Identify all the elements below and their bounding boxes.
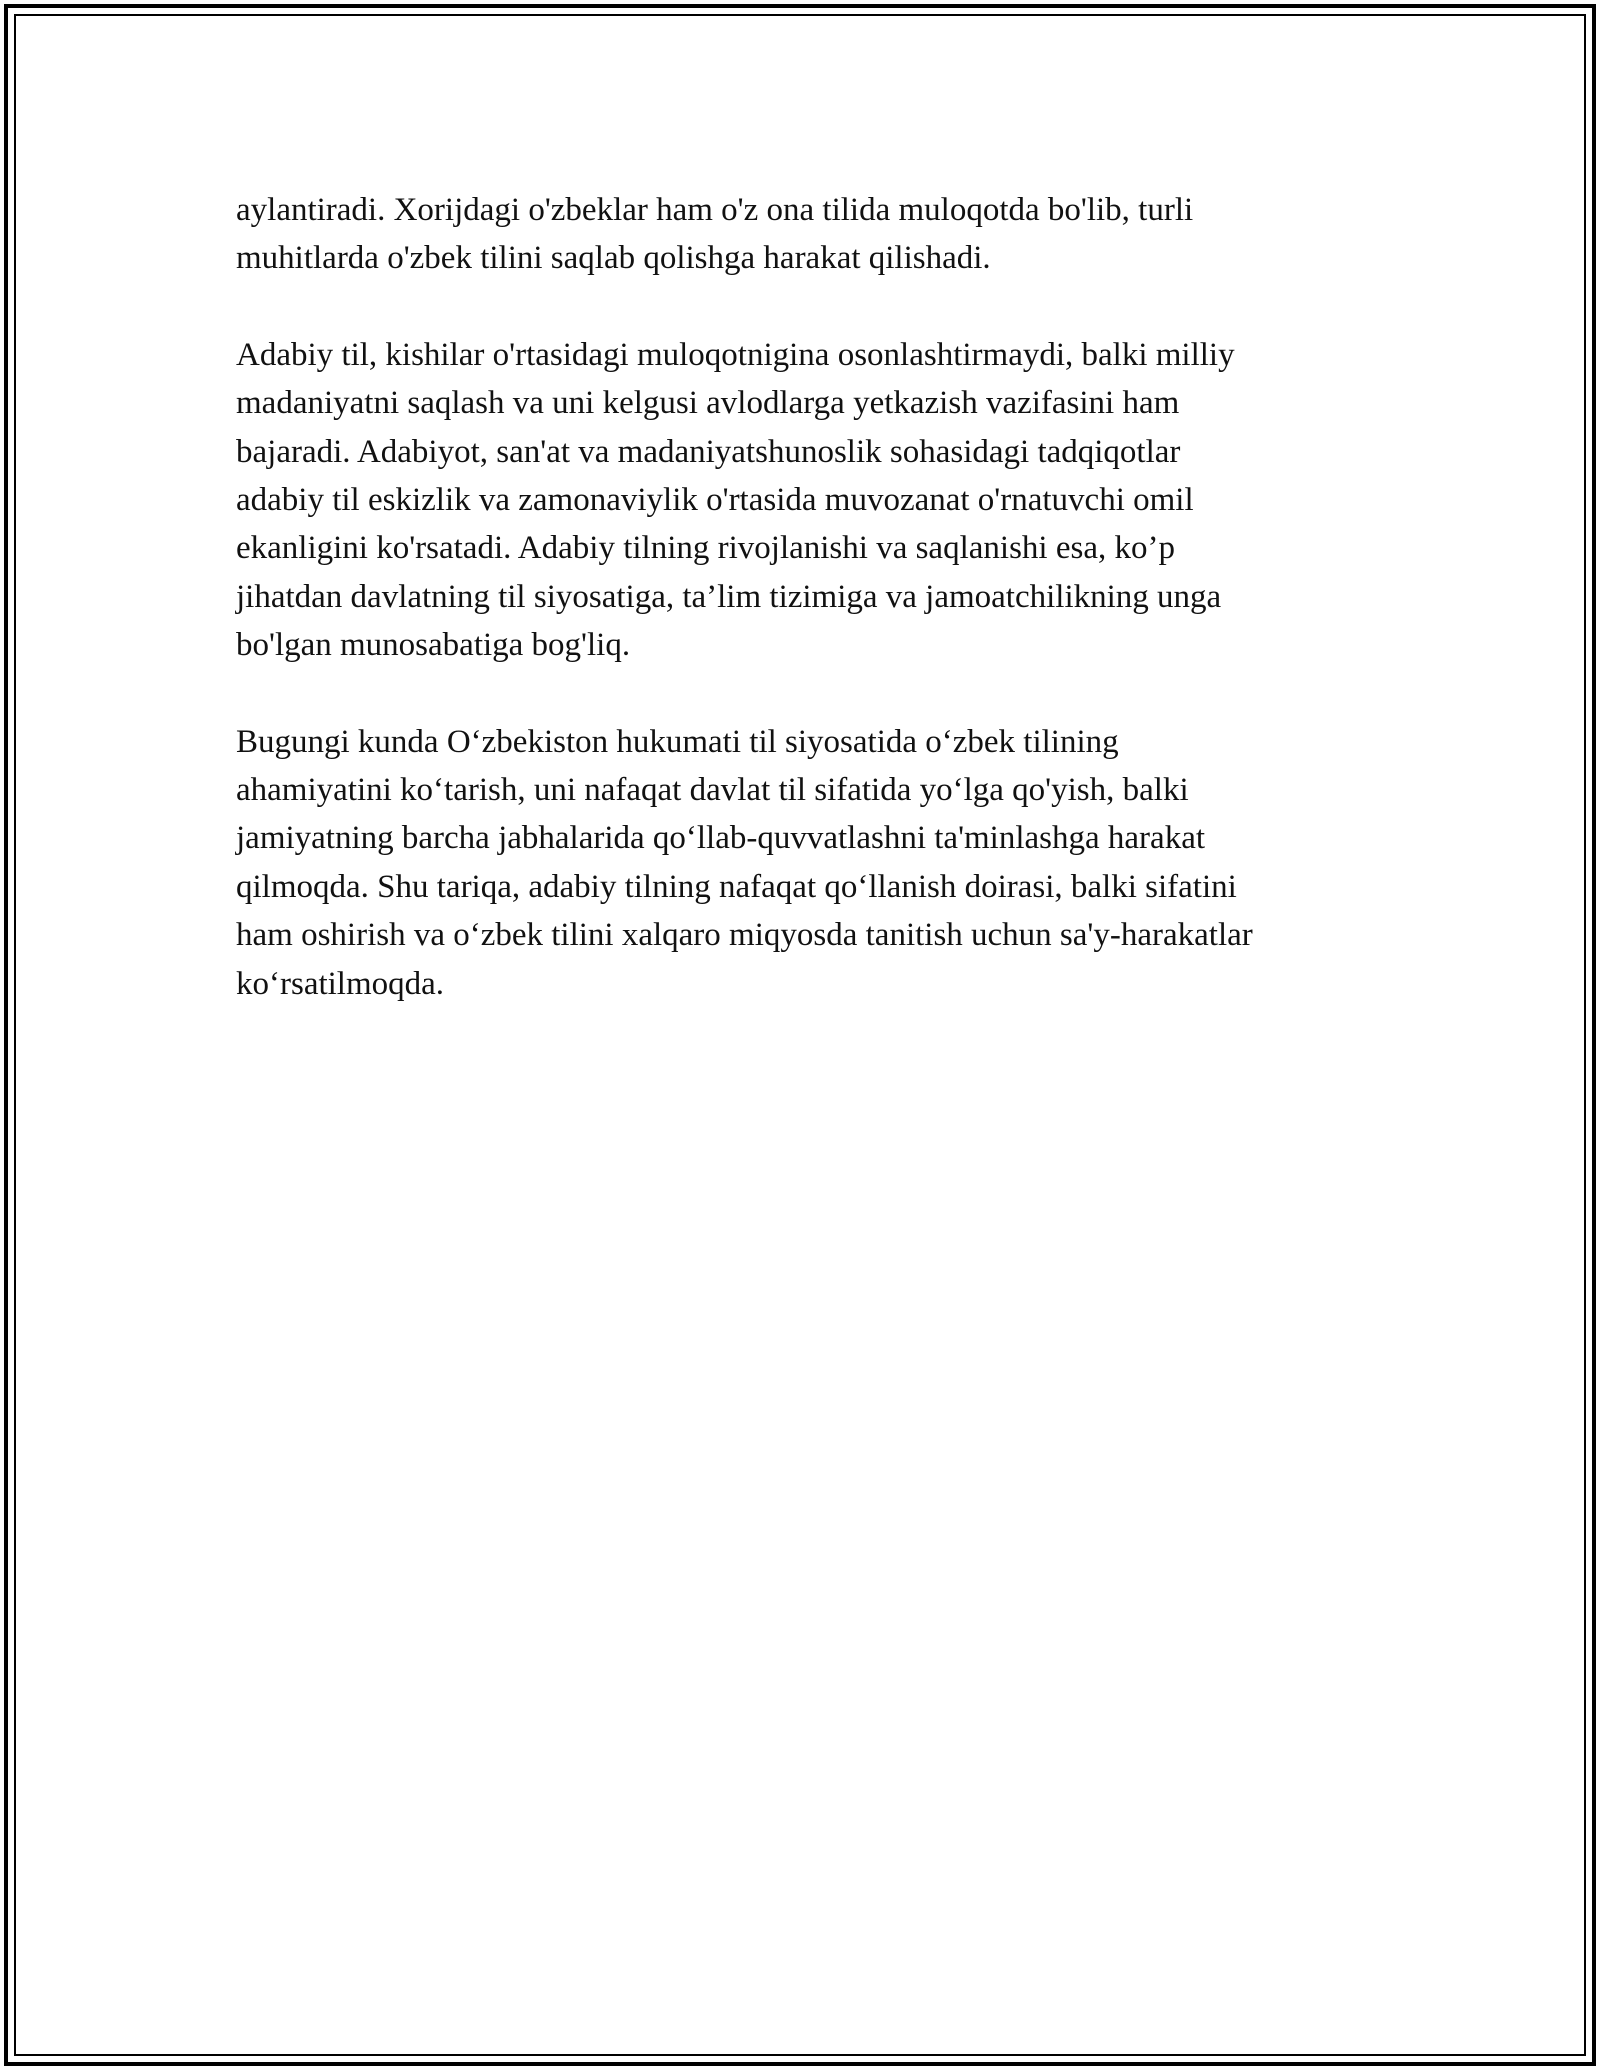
- text-line: aylantiradi. Xorijdagi o'zbeklar ham o'z ona tilida muloqotda bo'lib, turli: [236, 192, 1194, 228]
- paragraph-2: [236, 331, 1376, 670]
- text-line: bajaradi. Adabiyot, san'at va madaniyatshunoslik sohasidagi tadqiqotlar: [236, 433, 1181, 470]
- text-line: muhitlarda o'zbek tilini saqlab qolishga harakat qilishadi.: [236, 240, 991, 277]
- text-line: jamiyatning barcha jabhalarida qo‘llab-quvvatlashni ta'minlashga harakat: [236, 820, 1206, 857]
- text-line: ham oshirish va o‘zbek tilini xalqaro miqyosda tanitish uchun sa'y-harakatlar: [236, 917, 1253, 954]
- text-line: bo'lgan munosabatiga bog'liq.: [236, 627, 631, 664]
- text-line: Adabiy til, kishilar o'rtasidagi muloqotnigina osonlashtirmaydi, balki milliy: [236, 336, 1235, 373]
- text-line: ekanligini ko'rsatadi. Adabiy tilning rivojlanishi va saqlanishi esa, ko’p: [236, 530, 1175, 567]
- text-line: ko‘rsatilmoqda.: [236, 965, 445, 1002]
- text-line: jihatdan davlatning til siyosatiga, ta’lim tizimiga va jamoatchilikning unga: [236, 578, 1222, 615]
- paragraph-3: [236, 718, 1376, 1008]
- text-line: madaniyatni saqlash va uni kelgusi avlodlarga yetkazish vazifasini ham: [236, 385, 1180, 422]
- paragraph-1: [236, 186, 1376, 283]
- text-line: ahamiyatini ko‘tarish, uni nafaqat davlat til sifatida yo‘lga qo'yish, balki: [236, 772, 1189, 809]
- text-line: Bugungi kunda O‘zbekiston hukumati til siyosatida o‘zbek tilining: [236, 723, 1119, 760]
- text-line: adabiy til eskizlik va zamonaviylik o'rtasida muvozanat o'rnatuvchi omil: [236, 482, 1194, 519]
- document-body: [236, 186, 1376, 1056]
- text-line: qilmoqda. Shu tariqa, adabiy tilning nafaqat qo‘llanish doirasi, balki sifatini: [236, 868, 1237, 905]
